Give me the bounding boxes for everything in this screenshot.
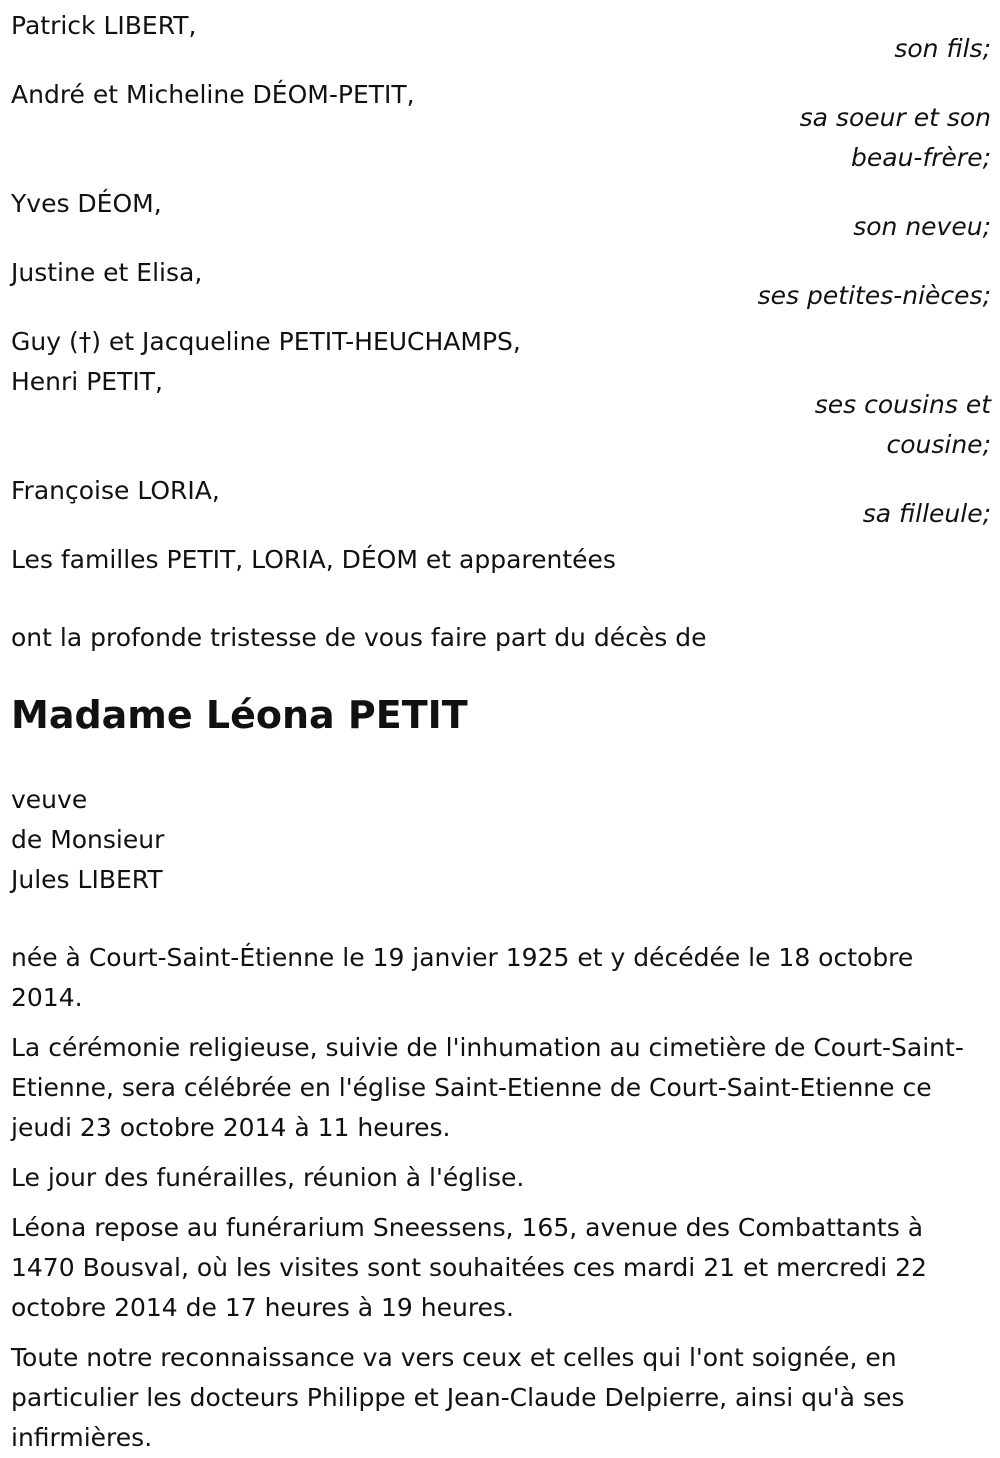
- family-relation: ses cousins et cousine;: [814, 390, 991, 459]
- family-name: Henri PETIT,: [11, 367, 163, 396]
- family-name: Patrick LIBERT,: [11, 11, 197, 40]
- thanks-paragraph: Toute notre reconnaissance va vers ceux et celles qui l'ont soignée, en particulier les docteurs Philippe et Jean-Claude Delpierre, ainsi qu'à ses infirmières.: [11, 1343, 905, 1452]
- family-relation: sa filleule;: [862, 499, 991, 528]
- family-entry: [11, 75, 991, 178]
- death-notice: [11, 6, 991, 1458]
- visitation-paragraph: Léona repose au funérarium Sneessens, 165, avenue des Combattants à 1470 Bousval, où les visites sont souhaitées ces mardi 21 et mercredi 22 octobre 2014 de 17 heures à 19 heures.: [11, 1213, 927, 1322]
- family-name: André et Micheline DÉOM-PETIT,: [11, 80, 415, 109]
- gathering-paragraph: Le jour des funérailles, réunion à l'église.: [11, 1163, 525, 1192]
- family-name: Guy (†) et Jacqueline PETIT-HEUCHAMPS,: [11, 327, 521, 356]
- family-entry: [11, 253, 991, 316]
- ceremony-paragraph: La cérémonie religieuse, suivie de l'inhumation au cimetière de Court-Saint-Etienne, sera célébrée en l'église Saint-Etienne de Court-Saint-Etienne ce jeudi 23 octobre 2014 à 11 heures.: [11, 1033, 964, 1142]
- families-line: Les familles PETIT, LORIA, DÉOM et apparentées: [11, 545, 616, 574]
- family-entry: [11, 471, 991, 534]
- family-name: Justine et Elisa,: [11, 258, 203, 287]
- family-entry: [11, 184, 991, 247]
- family-name: Françoise LORIA,: [11, 476, 220, 505]
- family-relation: son neveu;: [853, 212, 991, 241]
- family-relation: sa soeur et son beau-frère;: [799, 103, 991, 172]
- widow-line: de Monsieur: [11, 825, 165, 854]
- family-entry: [11, 6, 991, 69]
- widow-of: [11, 780, 991, 900]
- family-relation: son fils;: [894, 34, 991, 63]
- widow-line: veuve: [11, 785, 88, 814]
- announcement: ont la profonde tristesse de vous faire part du décès de: [11, 623, 707, 652]
- birth-death-paragraph: née à Court-Saint-Étienne le 19 janvier 1925 et y décédée le 18 octobre 2014.: [11, 943, 914, 1012]
- deceased-name: Madame Léona PETIT: [11, 693, 468, 737]
- family-name: Yves DÉOM,: [11, 189, 162, 218]
- widow-line: Jules LIBERT: [11, 865, 163, 894]
- family-entry: [11, 322, 991, 465]
- family-list: [11, 6, 991, 580]
- family-relation: ses petites-nièces;: [757, 281, 991, 310]
